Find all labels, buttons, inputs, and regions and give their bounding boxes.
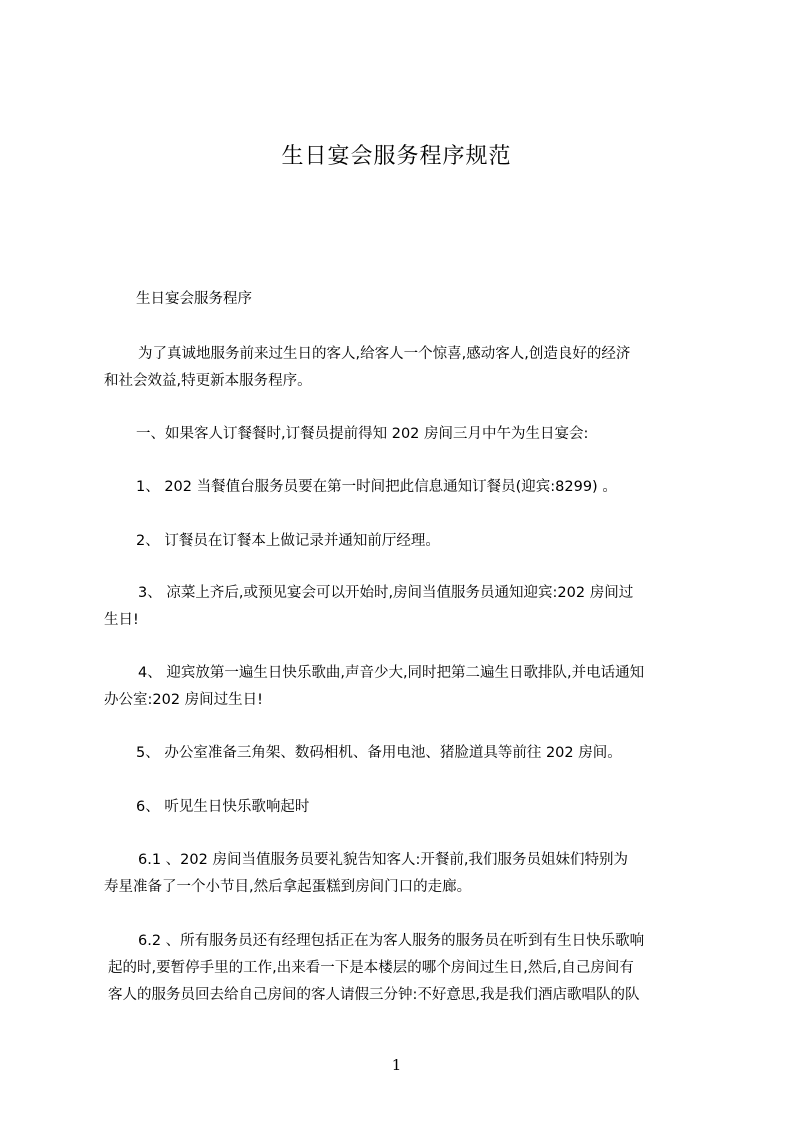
text-line: 寿星准备了一个小节目,然后拿起蛋糕到房间门口的走廊。 <box>104 879 472 895</box>
text-line: 为了真诚地服务前来过生日的客人,给客人一个惊喜,感动客人,创造良好的经济 <box>138 346 631 362</box>
paragraph-heading <box>104 286 714 313</box>
text-line: 客人的服务员回去给自己房间的客人请假三分钟:不好意思,我是我们酒店歌唱队的队 <box>108 987 640 1003</box>
text-line: 3、 凉菜上齐后,或预见宴会可以开始时,房间当值服务员通知迎宾:202 房间过 <box>138 585 634 601</box>
document-title: 生日宴会服务程序规范 <box>281 144 512 169</box>
text-line: 6.1 、202 房间当值服务员要礼貌告知客人:开餐前,我们服务员姐妹们特别为 <box>138 852 628 868</box>
text-line: 生日宴会服务程序 <box>136 291 252 307</box>
paragraph-item-6-1 <box>104 847 714 901</box>
paragraph-item-3 <box>104 580 714 634</box>
text-line: 一、如果客人订餐餐时,订餐员提前得知 202 房间三月中午为生日宴会: <box>136 426 589 442</box>
text-line: 生日! <box>104 612 139 628</box>
text-line: 1、 202 当餐值台服务员要在第一时间把此信息通知订餐员(迎宾:8299) 。 <box>136 479 617 495</box>
text-line: 起的时,要暂停手里的工作,出来看一下是本楼层的哪个房间过生日,然后,自己房间有 <box>108 960 634 976</box>
paragraph-item-4 <box>104 660 714 714</box>
text-line: 2、 订餐员在订餐本上做记录并通知前厅经理。 <box>136 533 440 549</box>
text-line: 和社会效益,特更新本服务程序。 <box>104 373 312 389</box>
paragraph-item-6-2 <box>104 928 714 1009</box>
paragraph-item-1 <box>104 474 714 501</box>
text-line: 办公室:202 房间过生日! <box>104 692 263 708</box>
text-line: 6、 听见生日快乐歌响起时 <box>136 799 310 815</box>
text-line: 5、 办公室准备三角架、数码相机、备用电池、猪脸道具等前往 202 房间。 <box>136 745 622 761</box>
paragraph-item-6 <box>104 794 714 821</box>
page-number: 1 <box>391 1056 402 1074</box>
paragraph-item-2 <box>104 528 714 555</box>
text-line: 6.2 、所有服务员还有经理包括正在为客人服务的服务员在听到有生日快乐歌响 <box>138 933 645 949</box>
paragraph-intro <box>104 341 714 395</box>
paragraph-section-one <box>104 421 714 448</box>
text-line: 4、 迎宾放第一遍生日快乐歌曲,声音少大,同时把第二遍生日歌排队,并电话通知 <box>138 665 645 681</box>
paragraph-item-5 <box>104 740 714 767</box>
